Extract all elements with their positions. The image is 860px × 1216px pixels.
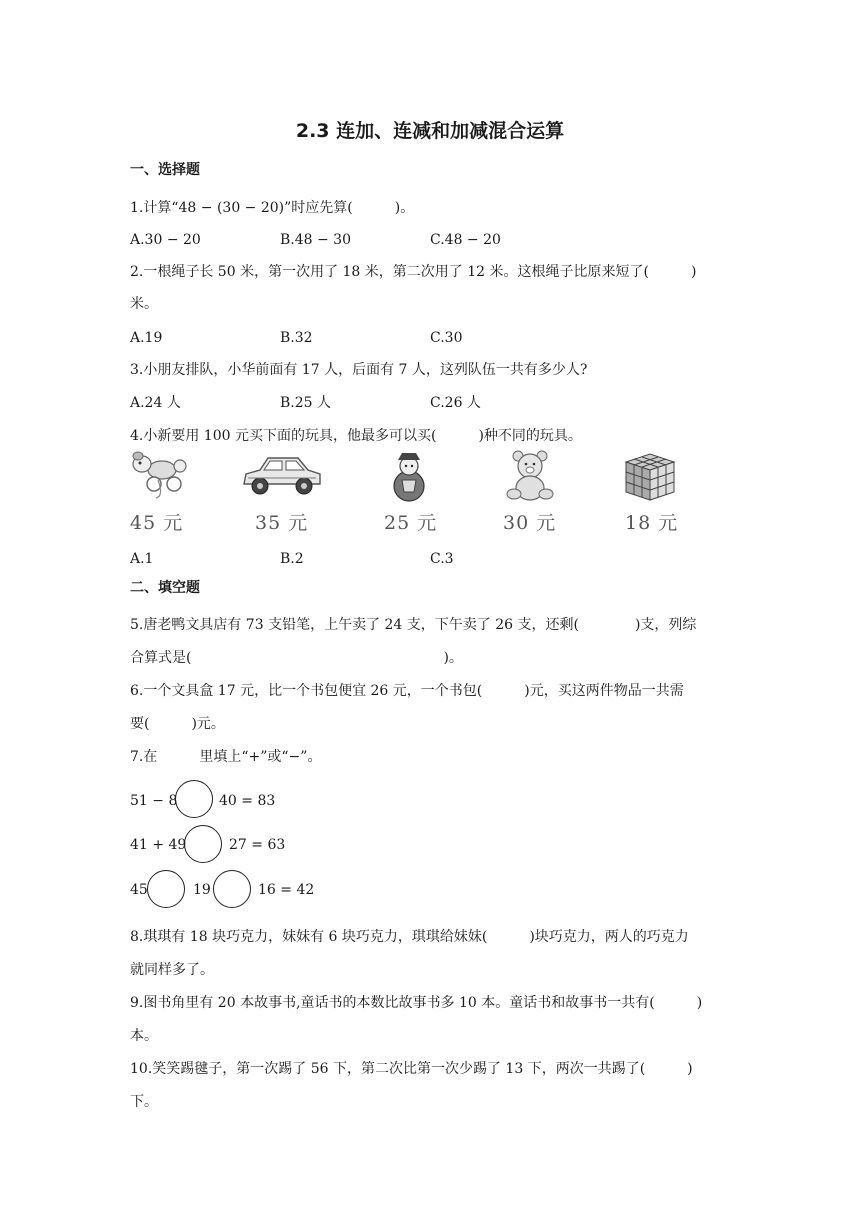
- question-8-line2: 就同样多了。: [130, 962, 214, 978]
- q7-equation-1-right: 40 = 83: [219, 793, 276, 809]
- tumbler-doll-icon: [384, 450, 434, 502]
- question-2-line2: 米。: [130, 296, 158, 312]
- question-8-line1: 8.琪琪有 18 块巧克力，妹妹有 6 块巧克力，琪琪给妹妹( )块巧克力，两人的巧克力: [130, 929, 689, 945]
- answer-circle[interactable]: [184, 825, 222, 863]
- q2-option-b: B.32: [280, 330, 313, 346]
- question-10-line2: 下。: [130, 1094, 158, 1110]
- teddy-bear-icon: [500, 450, 560, 502]
- question-5-line1: 5.唐老鸭文具店有 73 支铅笔，上午卖了 24 支，下午卖了 26 支，还剩( )支，列综: [130, 617, 697, 633]
- question-9-line2: 本。: [130, 1028, 158, 1044]
- q7-equation-2-left: 41 + 49: [130, 837, 187, 853]
- q4-option-a: A.1: [130, 551, 154, 567]
- q4-option-c: C.3: [430, 551, 454, 567]
- answer-circle[interactable]: [175, 780, 213, 818]
- q3-option-c: C.26 人: [430, 395, 481, 411]
- page-title: 2.3 连加、连减和加减混合运算: [295, 120, 565, 142]
- answer-circle[interactable]: [147, 870, 185, 908]
- q1-option-c: C.48 − 20: [430, 232, 501, 248]
- q4-option-b: B.2: [280, 551, 304, 567]
- question-7: 7.在 里填上“+”或“−”。: [130, 749, 322, 765]
- q7-equation-3-b: 19: [193, 882, 211, 898]
- q3-option-b: B.25 人: [280, 395, 332, 411]
- answer-circle[interactable]: [213, 870, 251, 908]
- question-4: 4.小新要用 100 元买下面的玩具，他最多可以买( )种不同的玩具。: [130, 428, 582, 444]
- q7-equation-3-c: 16 = 42: [258, 882, 315, 898]
- section-heading-fill: 二、填空题: [130, 580, 200, 596]
- q7-equation-2-right: 27 = 63: [229, 837, 286, 853]
- q2-option-c: C.30: [430, 330, 463, 346]
- q3-option-a: A.24 人: [130, 395, 181, 411]
- toy-price-5: 18 元: [625, 512, 679, 534]
- q1-option-a: A.30 − 20: [130, 232, 201, 248]
- question-3: 3.小朋友排队，小华前面有 17 人，后面有 7 人，这列队伍一共有多少人?: [130, 362, 588, 378]
- q1-option-b: B.48 − 30: [280, 232, 351, 248]
- toy-price-4: 30 元: [503, 512, 557, 534]
- toy-price-1: 45 元: [130, 512, 184, 534]
- toy-price-3: 25 元: [384, 512, 438, 534]
- puppy-toy-icon: [128, 450, 198, 502]
- question-10-line1: 10.笑笑踢毽子，第一次踢了 56 下，第二次比第一次少踢了 13 下，两次一共踢了( ): [130, 1061, 693, 1077]
- question-5-line2: 合算式是( )。: [130, 650, 463, 666]
- section-heading-choice: 一、选择题: [130, 162, 200, 178]
- q7-equation-3-a: 45: [130, 882, 148, 898]
- question-6-line1: 6.一个文具盒 17 元，比一个书包便宜 26 元，一个书包( )元，买这两件物品一共需: [130, 683, 684, 699]
- q2-option-a: A.19: [130, 330, 163, 346]
- q7-equation-1-left: 51 − 8: [130, 793, 178, 809]
- question-9-line1: 9.图书角里有 20 本故事书,童话书的本数比故事书多 10 本。童话书和故事书一共有( ): [130, 995, 703, 1011]
- question-1: 1.计算“48 − (30 − 20)”时应先算( )。: [130, 200, 415, 216]
- question-6-line2: 要( )元。: [130, 716, 225, 732]
- toy-price-2: 35 元: [255, 512, 309, 534]
- question-2-line1: 2.一根绳子长 50 米，第一次用了 18 米，第二次用了 12 米。这根绳子比原来短了( ): [130, 264, 697, 280]
- rubiks-cube-icon: [622, 450, 678, 502]
- toy-car-icon: [240, 450, 324, 502]
